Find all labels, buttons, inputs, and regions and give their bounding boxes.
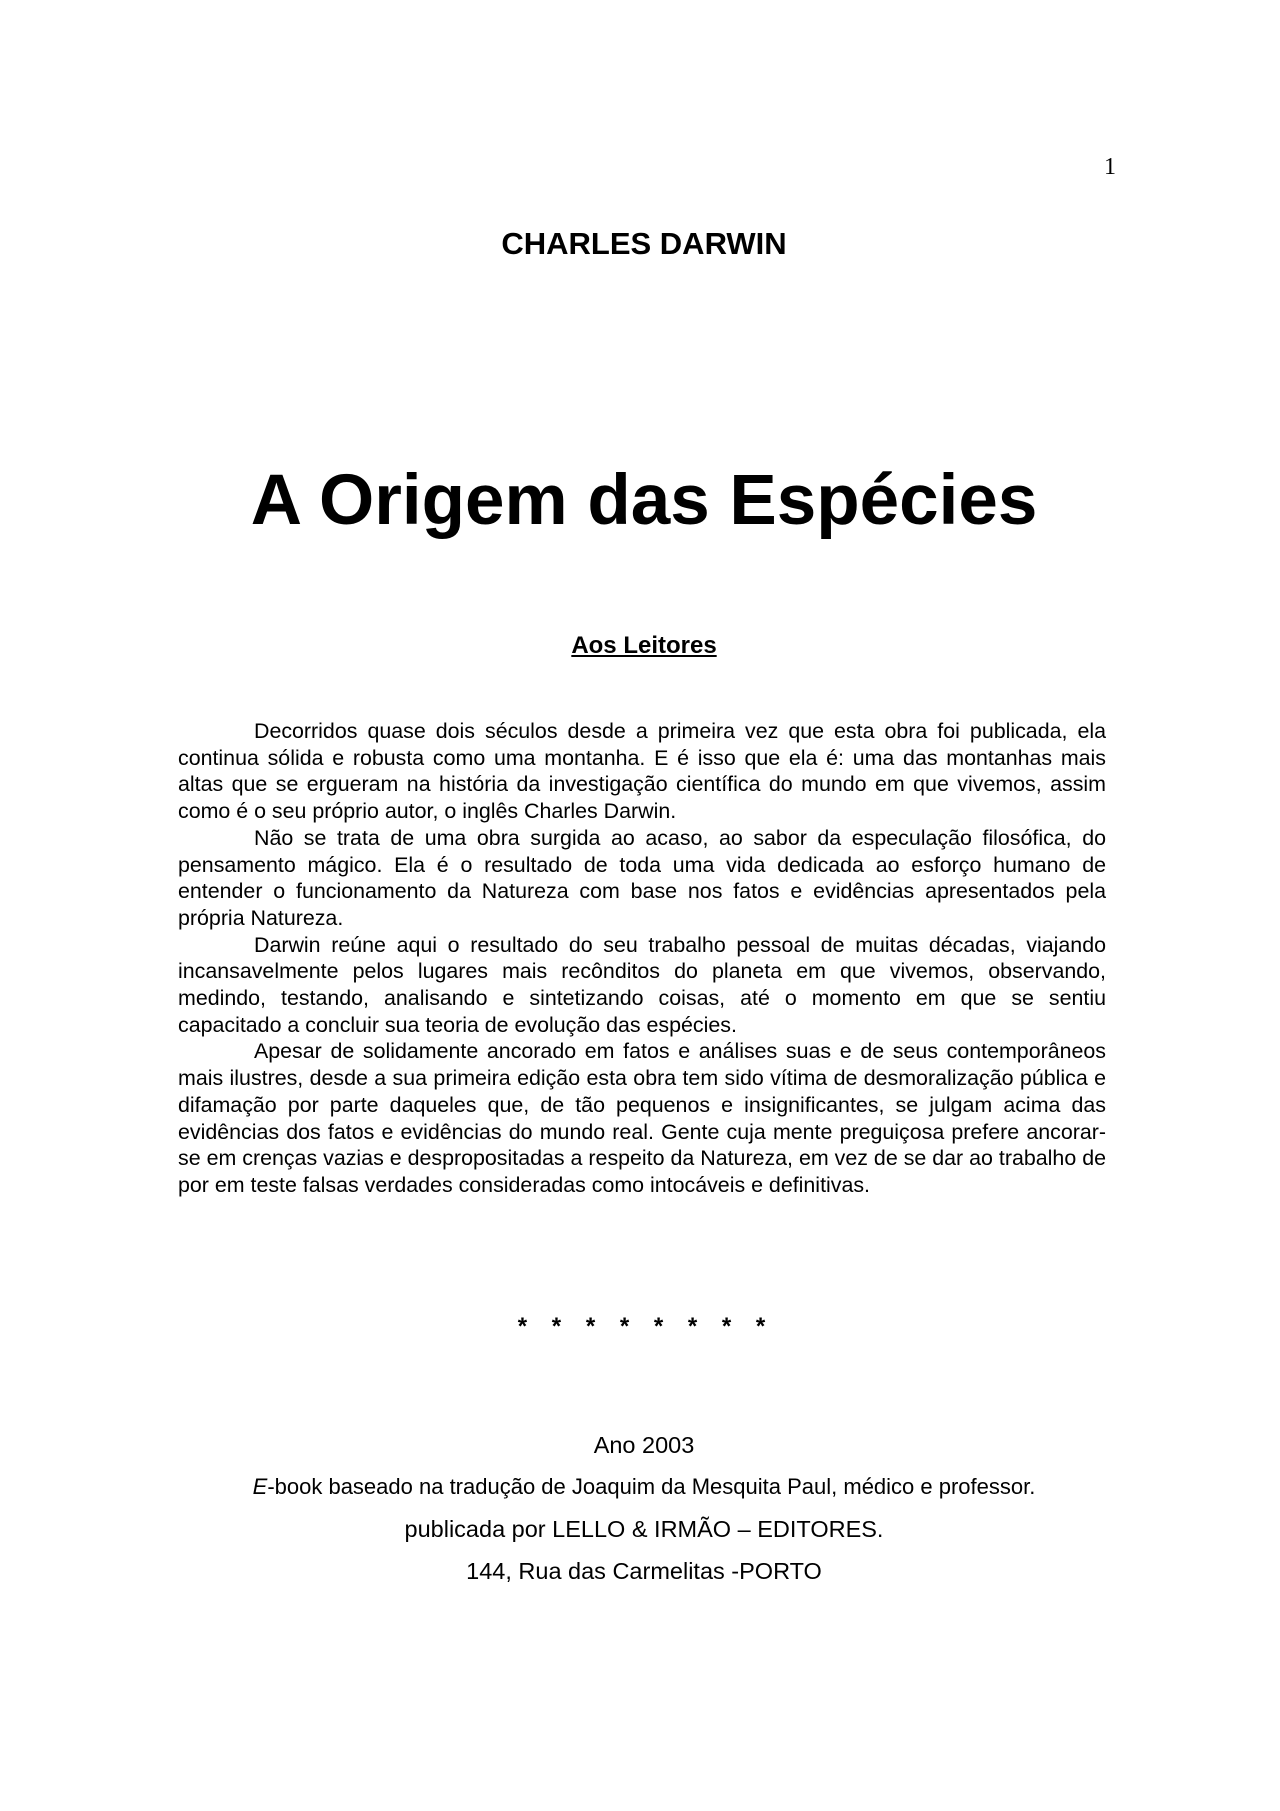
translation-credit [8,1466,1280,1508]
preface-paragraph: Não se trata de uma obra surgida ao acaso, ao sabor da especulação filosófica, do pensamento mágico. Ela é o resultado de toda uma vida dedicada ao esforço humano de entender o funcionamento da Natureza com base nos fatos e evidências apresentados pela própria Natureza. [178,825,1106,930]
publisher-line: publicada por LELLO & IRMÃO – EDITORES. [404,1516,884,1542]
footer [0,1424,1280,1592]
publisher-address: 144, Rua das Carmelitas -PORTO [466,1558,822,1584]
book-title: A Origem das Espécies [250,461,1038,540]
credit-prefix: E [252,1474,268,1499]
page-number: 1 [1104,154,1116,180]
publication-year: Ano 2003 [593,1432,695,1458]
preface-paragraph: Darwin reúne aqui o resultado do seu trabalho pessoal de muitas décadas, viajando incansavelmente pelos lugares mais recônditos do planeta em que vivemos, observando, medindo, testando, analisando e sintetizando coisas, até o momento em que se sentiu capacitado a concluir sua teoria de evolução das espécies. [178,932,1106,1037]
credit-text: -book baseado na tradução de Joaquim da Mesquita Paul, médico e professor. [267,1474,1036,1499]
author-name: CHARLES DARWIN [501,226,787,261]
preface-paragraph: Apesar de solidamente ancorado em fatos e análises suas e de seus contemporâneos mais ilustres, desde a sua primeira edição esta obra tem sido vítima de desmoralização pública e difamação por parte daqueles que, de tão pequenos e insignificantes, se julgam acima das evidências dos fatos e evidências do mundo real. Gente cuja mente preguiçosa prefere ancorar-se em crenças vazias e despropositadas a respeito da Natureza, em vez de se dar ao trabalho de por em teste falsas verdades consideradas como intocáveis e definitivas. [178,1039,1106,1197]
preface-paragraph: Decorridos quase dois séculos desde a primeira vez que esta obra foi publicada, ela continua sólida e robusta como uma montanha. E é isso que ela é: uma das montanhas mais altas que se ergueram na história da investigação científica do mundo em que vivemos, assim como é o seu próprio autor, o inglês Charles Darwin. [178,719,1106,824]
section-separator: * * * * * * * * [517,1313,775,1340]
preface-heading: Aos Leitores [571,632,717,659]
preface-body [178,718,1106,1199]
